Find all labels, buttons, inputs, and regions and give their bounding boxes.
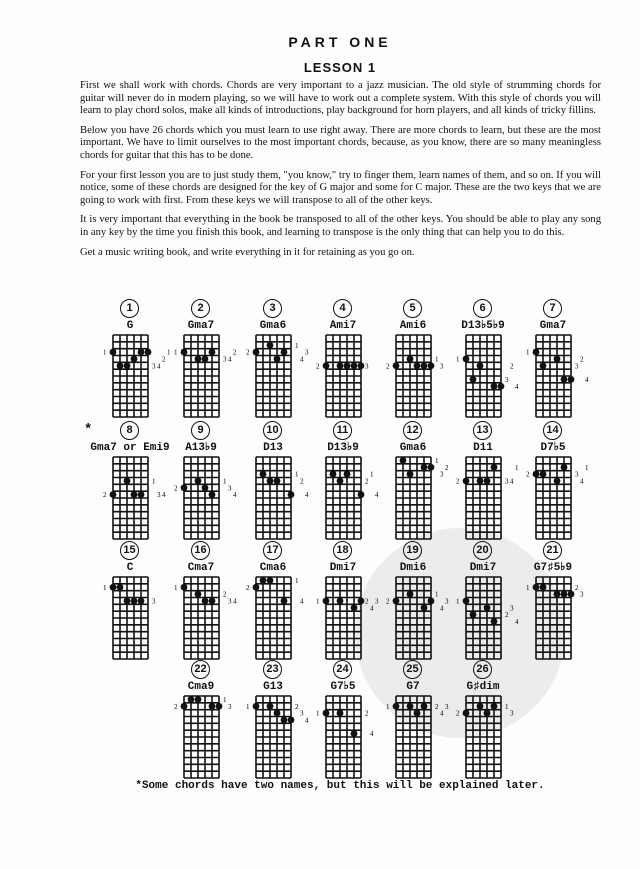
finger-dot bbox=[554, 356, 561, 363]
finger-dot bbox=[274, 710, 281, 717]
fretboard-grid bbox=[174, 456, 237, 540]
finger-dot bbox=[138, 349, 145, 356]
finger-dot bbox=[421, 464, 428, 471]
finger-number: 2 bbox=[300, 477, 304, 486]
finger-number: 4 bbox=[375, 491, 379, 500]
finger-number: 1 bbox=[435, 456, 439, 465]
finger-dot bbox=[491, 383, 498, 390]
finger-dot bbox=[131, 491, 138, 498]
fretboard-grid bbox=[316, 695, 374, 779]
finger-dot bbox=[561, 376, 568, 383]
chord-number: 24 bbox=[333, 660, 352, 679]
finger-dot bbox=[568, 591, 575, 598]
finger-dot bbox=[181, 584, 188, 591]
chord-number: 22 bbox=[191, 660, 210, 679]
chord-number: 15 bbox=[120, 541, 139, 560]
finger-number: 2 bbox=[580, 355, 584, 364]
finger-number: 3 bbox=[305, 348, 309, 357]
finger-number: 1 bbox=[526, 583, 530, 592]
finger-number: 3 bbox=[375, 597, 379, 606]
finger-number: 1 bbox=[223, 477, 227, 486]
finger-number: 2 bbox=[505, 611, 509, 620]
chord-number: 17 bbox=[263, 541, 282, 560]
finger-dot bbox=[491, 703, 498, 710]
chord-number: 3 bbox=[263, 299, 282, 318]
chord-name: Ami6 bbox=[399, 320, 427, 332]
finger-dot bbox=[393, 598, 400, 605]
chord-name: D13♭9 bbox=[327, 442, 359, 454]
chord-number: 4 bbox=[333, 299, 352, 318]
chord-number: 25 bbox=[403, 660, 422, 679]
fretboard-grid bbox=[526, 334, 589, 418]
finger-dot bbox=[202, 356, 209, 363]
finger-number: 3 bbox=[445, 597, 449, 606]
finger-number: 1 bbox=[174, 583, 178, 592]
finger-dot bbox=[463, 710, 470, 717]
finger-dot bbox=[195, 696, 202, 703]
finger-dot bbox=[470, 611, 477, 618]
finger-dot bbox=[561, 464, 568, 471]
finger-dot bbox=[253, 703, 260, 710]
finger-number: 2 bbox=[456, 477, 460, 486]
finger-number: 1 bbox=[174, 348, 178, 357]
fretboard-grid bbox=[325, 456, 379, 540]
finger-dot bbox=[428, 598, 435, 605]
finger-number: 1 bbox=[295, 576, 299, 585]
chord-number: 23 bbox=[263, 660, 282, 679]
finger-dot bbox=[260, 471, 267, 478]
finger-dot bbox=[138, 598, 145, 605]
chord-name: Cma6 bbox=[259, 562, 287, 574]
finger-number: 3 bbox=[157, 491, 161, 500]
finger-dot bbox=[253, 584, 260, 591]
finger-dot bbox=[428, 464, 435, 471]
finger-dot bbox=[110, 491, 117, 498]
finger-dot bbox=[281, 717, 288, 724]
chord-name: G7 bbox=[406, 681, 420, 693]
chord-number: 1 bbox=[120, 299, 139, 318]
finger-number: 2 bbox=[445, 463, 449, 472]
finger-dot bbox=[202, 598, 209, 605]
finger-dot bbox=[260, 577, 267, 584]
finger-dot bbox=[344, 362, 351, 369]
finger-number: 2 bbox=[316, 362, 320, 371]
finger-dot bbox=[181, 349, 188, 356]
finger-dot bbox=[253, 349, 260, 356]
finger-number: 1 bbox=[295, 470, 299, 479]
chord-name: Dmi7 bbox=[329, 562, 357, 574]
finger-dot bbox=[274, 356, 281, 363]
finger-dot bbox=[124, 362, 131, 369]
fretboard-grid bbox=[456, 334, 519, 418]
finger-number: 2 bbox=[456, 709, 460, 718]
fretboard-grid bbox=[386, 576, 449, 660]
finger-number: 4 bbox=[162, 491, 166, 500]
finger-dot bbox=[344, 471, 351, 478]
finger-dot bbox=[540, 584, 547, 591]
finger-number: 4 bbox=[515, 382, 519, 391]
chord-name: D11 bbox=[473, 442, 493, 454]
finger-number: 1 bbox=[386, 702, 390, 711]
chord-name: G13 bbox=[263, 681, 283, 693]
chord-number: 13 bbox=[473, 421, 492, 440]
finger-number: 1 bbox=[435, 590, 439, 599]
fretboard-grid bbox=[526, 456, 589, 540]
finger-dot bbox=[477, 362, 484, 369]
finger-number: 2 bbox=[246, 348, 250, 357]
finger-number: 3 bbox=[152, 362, 156, 371]
finger-dot bbox=[477, 478, 484, 485]
fretboard-grid bbox=[255, 456, 309, 540]
finger-dot bbox=[491, 464, 498, 471]
finger-number: 1 bbox=[505, 702, 509, 711]
finger-dot bbox=[554, 478, 561, 485]
finger-number: 2 bbox=[526, 470, 530, 479]
chord-number: 11 bbox=[333, 421, 352, 440]
finger-dot bbox=[131, 598, 138, 605]
finger-dot bbox=[337, 598, 344, 605]
chord-name: Gma6 bbox=[259, 320, 287, 332]
finger-number: 3 bbox=[510, 709, 514, 718]
finger-dot bbox=[498, 383, 505, 390]
finger-dot bbox=[195, 591, 202, 598]
finger-number: 1 bbox=[316, 597, 320, 606]
finger-number: 4 bbox=[157, 362, 161, 371]
finger-dot bbox=[323, 710, 330, 717]
finger-number: 1 bbox=[515, 463, 519, 472]
finger-dot bbox=[477, 703, 484, 710]
finger-dot bbox=[209, 349, 216, 356]
finger-dot bbox=[393, 362, 400, 369]
finger-dot bbox=[533, 349, 540, 356]
footnote: *Some chords have two names, but this will be explained later. bbox=[135, 780, 545, 792]
finger-number: 4 bbox=[440, 709, 444, 718]
fretboard-grid bbox=[526, 576, 584, 660]
finger-number: 2 bbox=[510, 362, 514, 371]
footnote-marker: * bbox=[84, 422, 93, 438]
chord-number: 10 bbox=[263, 421, 282, 440]
finger-dot bbox=[407, 471, 414, 478]
chord-number: 12 bbox=[403, 421, 422, 440]
fretboard-grid bbox=[386, 334, 444, 418]
finger-dot bbox=[463, 478, 470, 485]
finger-dot bbox=[421, 604, 428, 611]
chord-number: 20 bbox=[473, 541, 492, 560]
finger-number: 2 bbox=[386, 362, 390, 371]
finger-number: 4 bbox=[510, 477, 514, 486]
fretboard-grid bbox=[456, 695, 514, 779]
finger-dot bbox=[554, 591, 561, 598]
chord-name: D13 bbox=[263, 442, 283, 454]
finger-dot bbox=[428, 362, 435, 369]
fretboard-grid bbox=[174, 695, 232, 779]
chord-name: A13♭9 bbox=[185, 442, 217, 454]
finger-dot bbox=[407, 703, 414, 710]
finger-number: 4 bbox=[228, 355, 232, 364]
finger-dot bbox=[267, 703, 274, 710]
finger-number: 2 bbox=[103, 491, 107, 500]
chord-number: 21 bbox=[543, 541, 562, 560]
finger-number: 1 bbox=[103, 583, 107, 592]
chord-name: Cma9 bbox=[187, 681, 215, 693]
chord-number: 14 bbox=[543, 421, 562, 440]
finger-number: 4 bbox=[233, 491, 237, 500]
lesson-title: LESSON 1 bbox=[303, 60, 377, 75]
finger-dot bbox=[337, 478, 344, 485]
finger-number: 1 bbox=[585, 463, 589, 472]
chord-name: G bbox=[126, 320, 134, 332]
lesson-text bbox=[80, 80, 601, 266]
finger-dot bbox=[216, 703, 223, 710]
finger-dot bbox=[533, 471, 540, 478]
paragraph: For your first lesson you are to just study them, "you know," try to finger them, learn names of them, and so on. If you will notice, some of these chords are designed for the key of G major and some for C major. These are the two keys that we are going to work with first. From these keys we will transpose to all of the other keys. bbox=[80, 169, 601, 206]
finger-number: 4 bbox=[585, 375, 589, 384]
finger-dot bbox=[267, 577, 274, 584]
finger-number: 2 bbox=[223, 590, 227, 599]
chord-number: 19 bbox=[403, 541, 422, 560]
chord-name: Gma7 bbox=[539, 320, 567, 332]
finger-number: 3 bbox=[365, 362, 369, 371]
finger-number: 1 bbox=[295, 341, 299, 350]
finger-number: 2 bbox=[233, 348, 237, 357]
finger-number: 4 bbox=[440, 604, 444, 613]
finger-number: 3 bbox=[575, 362, 579, 371]
finger-number: 4 bbox=[305, 716, 309, 725]
finger-dot bbox=[463, 598, 470, 605]
paragraph: First we shall work with chords. Chords are very important to a jazz musician. The old style of strumming chords for guitar will never do in modern playing, so we will have to work out a complete system. With this style of chords you will learn to play chord solos, make all kinds of introductions, play background for horn players, and all kinds of tricky fillins. bbox=[80, 80, 601, 117]
finger-dot bbox=[484, 604, 491, 611]
finger-number: 4 bbox=[300, 597, 304, 606]
finger-number: 4 bbox=[370, 604, 374, 613]
finger-dot bbox=[131, 356, 138, 363]
finger-dot bbox=[209, 491, 216, 498]
finger-number: 4 bbox=[305, 491, 309, 500]
finger-dot bbox=[281, 349, 288, 356]
finger-dot bbox=[568, 376, 575, 383]
finger-number: 2 bbox=[295, 702, 299, 711]
finger-dot bbox=[407, 591, 414, 598]
finger-number: 3 bbox=[510, 604, 514, 613]
finger-dot bbox=[110, 584, 117, 591]
finger-dot bbox=[393, 703, 400, 710]
paragraph: Below you have 26 chords which you must learn to use right away. There are more chords to learn, but these are the most important. We have to limit ourselves to the most important chords, because, as you know, there are so many meaningless chords for guitar that this has to be done. bbox=[80, 124, 601, 161]
finger-number: 2 bbox=[575, 583, 579, 592]
finger-number: 3 bbox=[440, 362, 444, 371]
chord-name: Cma7 bbox=[187, 562, 215, 574]
finger-dot bbox=[281, 598, 288, 605]
finger-dot bbox=[195, 356, 202, 363]
finger-number: 2 bbox=[386, 597, 390, 606]
paragraph: Get a music writing book, and write everything in it for retaining as you go on. bbox=[80, 246, 415, 258]
fretboard-grid bbox=[103, 456, 166, 540]
finger-dot bbox=[110, 349, 117, 356]
finger-dot bbox=[288, 717, 295, 724]
finger-number: 1 bbox=[223, 695, 227, 704]
fretboard-grid bbox=[174, 334, 237, 418]
fretboard-grid bbox=[103, 334, 171, 418]
finger-number: 1 bbox=[152, 477, 156, 486]
finger-number: 4 bbox=[580, 477, 584, 486]
finger-number: 3 bbox=[228, 702, 232, 711]
finger-number: 1 bbox=[103, 348, 107, 357]
finger-dot bbox=[421, 362, 428, 369]
finger-number: 4 bbox=[300, 355, 304, 364]
chord-name: G7♭5 bbox=[330, 681, 356, 693]
fretboard-grid bbox=[246, 576, 304, 660]
finger-dot bbox=[400, 457, 407, 464]
chord-number: 18 bbox=[333, 541, 352, 560]
chord-name: G♯dim bbox=[466, 681, 500, 693]
finger-dot bbox=[267, 478, 274, 485]
chord-number: 7 bbox=[543, 299, 562, 318]
finger-dot bbox=[358, 362, 365, 369]
chord-number: 6 bbox=[473, 299, 492, 318]
finger-number: 2 bbox=[174, 484, 178, 493]
finger-dot bbox=[351, 730, 358, 737]
fretboard-grid bbox=[456, 456, 519, 540]
finger-dot bbox=[323, 598, 330, 605]
chord-number: 26 bbox=[473, 660, 492, 679]
finger-dot bbox=[195, 478, 202, 485]
finger-dot bbox=[484, 478, 491, 485]
finger-number: 3 bbox=[223, 355, 227, 364]
finger-dot bbox=[202, 484, 209, 491]
finger-number: 2 bbox=[174, 702, 178, 711]
chord-name: Ami7 bbox=[329, 320, 357, 332]
part-title: PART ONE bbox=[288, 34, 392, 50]
fretboard-grid bbox=[316, 334, 369, 418]
finger-dot bbox=[484, 710, 491, 717]
finger-dot bbox=[124, 478, 131, 485]
finger-number: 4 bbox=[233, 597, 237, 606]
finger-dot bbox=[463, 356, 470, 363]
finger-number: 1 bbox=[246, 702, 250, 711]
finger-dot bbox=[533, 584, 540, 591]
finger-number: 1 bbox=[435, 355, 439, 364]
finger-dot bbox=[414, 710, 421, 717]
chord-name: Gma6 bbox=[399, 442, 427, 454]
finger-dot bbox=[330, 471, 337, 478]
finger-number: 1 bbox=[456, 355, 460, 364]
fretboard-grid bbox=[103, 576, 156, 660]
finger-number: 3 bbox=[505, 375, 509, 384]
chord-name: G7♯5♭9 bbox=[533, 562, 573, 574]
chord-number: 5 bbox=[403, 299, 422, 318]
finger-number: 3 bbox=[152, 597, 156, 606]
finger-number: 2 bbox=[435, 702, 439, 711]
chord-number: 8 bbox=[120, 421, 139, 440]
chord-name: C bbox=[126, 562, 134, 574]
chord-name: Dmi7 bbox=[469, 562, 497, 574]
chord-number: 9 bbox=[191, 421, 210, 440]
finger-number: 3 bbox=[300, 709, 304, 718]
finger-dot bbox=[407, 356, 414, 363]
finger-dot bbox=[414, 362, 421, 369]
finger-dot bbox=[337, 362, 344, 369]
finger-number: 2 bbox=[246, 583, 250, 592]
chord-name: Dmi6 bbox=[399, 562, 427, 574]
fretboard-grid bbox=[174, 576, 237, 660]
finger-dot bbox=[138, 491, 145, 498]
finger-dot bbox=[188, 696, 195, 703]
finger-dot bbox=[358, 491, 365, 498]
finger-number: 4 bbox=[370, 730, 374, 739]
finger-number: 3 bbox=[445, 702, 449, 711]
finger-number: 4 bbox=[515, 617, 519, 626]
finger-dot bbox=[181, 484, 188, 491]
finger-dot bbox=[323, 362, 330, 369]
finger-number: 2 bbox=[365, 597, 369, 606]
finger-number: 3 bbox=[228, 597, 232, 606]
chord-number: 2 bbox=[191, 299, 210, 318]
chord-name: D7♭5 bbox=[540, 442, 566, 454]
finger-number: 3 bbox=[228, 484, 232, 493]
fretboard-grid bbox=[386, 695, 449, 779]
finger-number: 3 bbox=[440, 470, 444, 479]
fretboard-grid bbox=[456, 576, 519, 660]
fretboard-grid bbox=[246, 695, 309, 779]
finger-number: 1 bbox=[167, 348, 171, 357]
finger-dot bbox=[209, 703, 216, 710]
finger-dot bbox=[209, 598, 216, 605]
finger-number: 2 bbox=[365, 709, 369, 718]
chord-name: Gma7 or Emi9 bbox=[90, 442, 170, 454]
finger-number: 2 bbox=[365, 477, 369, 486]
chord-number: 16 bbox=[191, 541, 210, 560]
chord-name: Gma7 bbox=[187, 320, 215, 332]
finger-number: 2 bbox=[162, 355, 166, 364]
finger-dot bbox=[491, 618, 498, 625]
finger-dot bbox=[124, 598, 131, 605]
finger-number: 3 bbox=[505, 477, 509, 486]
finger-dot bbox=[351, 362, 358, 369]
finger-dot bbox=[561, 591, 568, 598]
finger-dot bbox=[145, 349, 152, 356]
finger-dot bbox=[117, 362, 124, 369]
finger-dot bbox=[540, 471, 547, 478]
finger-number: 1 bbox=[370, 470, 374, 479]
fretboard-grid bbox=[246, 334, 309, 418]
finger-dot bbox=[181, 703, 188, 710]
finger-dot bbox=[540, 362, 547, 369]
finger-dot bbox=[117, 584, 124, 591]
finger-dot bbox=[358, 598, 365, 605]
finger-dot bbox=[267, 342, 274, 349]
finger-dot bbox=[470, 376, 477, 383]
fretboard-grid bbox=[316, 576, 379, 660]
fretboard-grid bbox=[395, 456, 449, 540]
finger-dot bbox=[351, 604, 358, 611]
finger-dot bbox=[421, 703, 428, 710]
finger-dot bbox=[288, 491, 295, 498]
paragraph: It is very important that everything in the book be transposed to all of the other keys. You should be able to play any song in any key by the time you finish this book, and learning to transpose is the only thing that can help you to do this. bbox=[80, 214, 601, 238]
finger-dot bbox=[337, 710, 344, 717]
chord-name: D13♭5♭9 bbox=[461, 320, 505, 332]
finger-number: 1 bbox=[526, 348, 530, 357]
finger-number: 1 bbox=[456, 597, 460, 606]
finger-number: 3 bbox=[580, 590, 584, 599]
finger-dot bbox=[274, 478, 281, 485]
finger-number: 1 bbox=[316, 709, 320, 718]
finger-number: 3 bbox=[575, 470, 579, 479]
